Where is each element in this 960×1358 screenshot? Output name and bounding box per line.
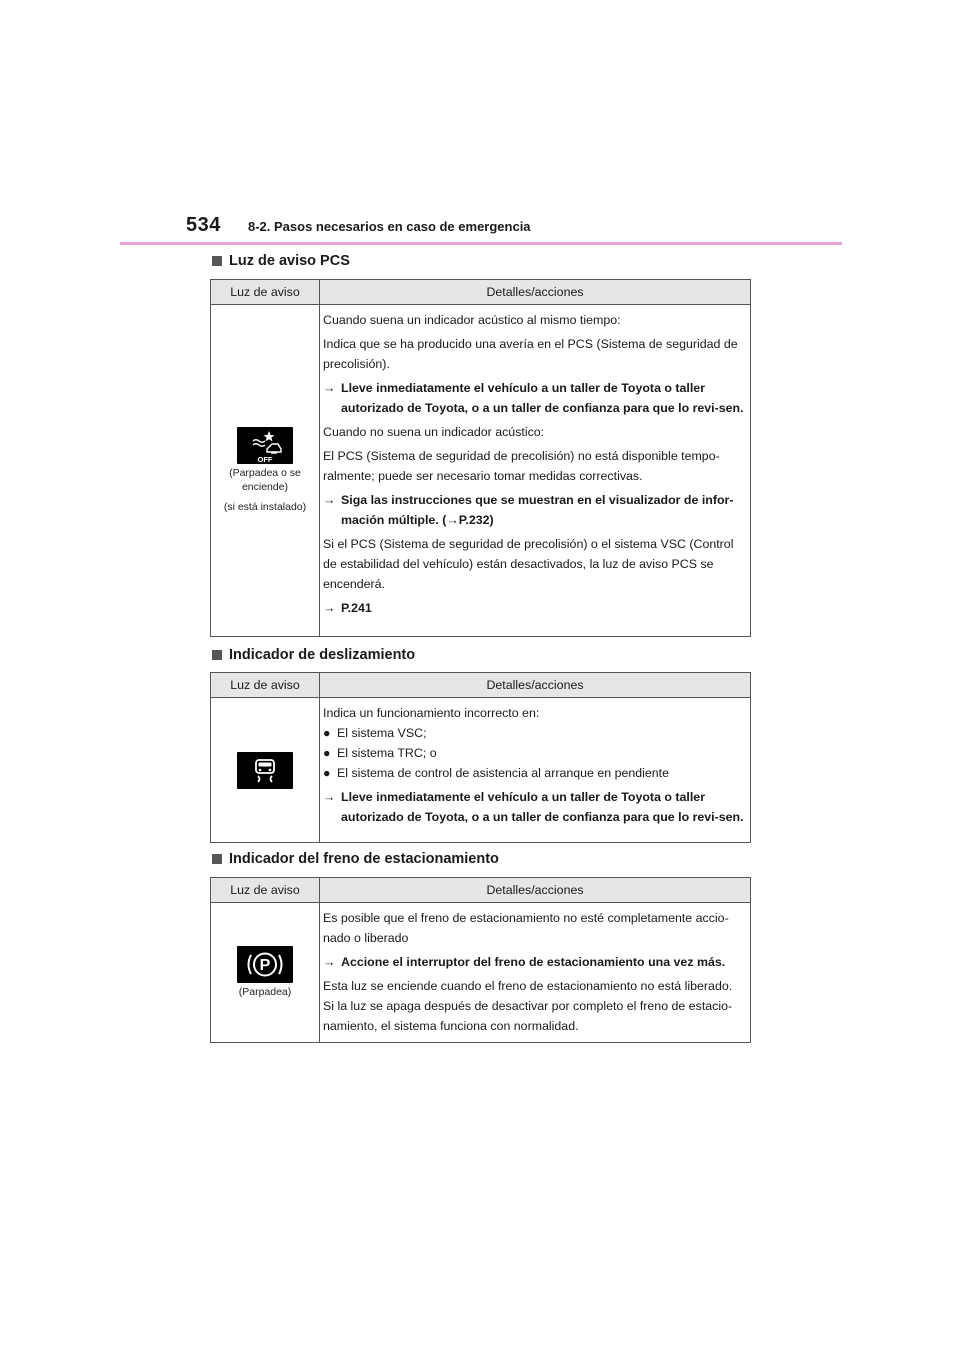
parking-text-2: Esta luz se enciende cuando el freno de estacionamiento no está liberado.: [323, 979, 733, 993]
list-item: [323, 743, 747, 763]
table-header-row: [211, 280, 751, 305]
page-number: 534: [186, 214, 221, 236]
pcs-table: [210, 279, 751, 637]
parking-brake-icon: [237, 946, 293, 983]
pcs-heading-text: Luz de aviso PCS: [229, 253, 350, 269]
col-header-light: Luz de aviso: [211, 673, 320, 698]
pcs-action-2-text: Siga las instrucciones que se muestran en el visualizador de infor-mación múltiple. (→P.232): [341, 493, 734, 527]
slip-heading: [212, 647, 415, 663]
pcs-text-1: Cuando suena un indicador acústico al mismo tiempo:: [323, 313, 621, 327]
parking-text-3: Si la luz se apaga después de desactivar por completo el freno de estacio-namiento, el sistema funciona con normalidad.: [323, 999, 733, 1033]
parking-heading: [212, 851, 499, 867]
slip-text-1: Indica un funcionamiento incorrecto en:: [323, 706, 540, 720]
bullet-icon: ●: [323, 746, 331, 760]
slip-table: [210, 672, 751, 843]
parking-action-1: [323, 952, 747, 972]
pcs-warning-icon: [237, 427, 293, 464]
arrow-icon: →: [323, 955, 336, 969]
header-divider: [120, 242, 842, 245]
pcs-caption-installed: (si está instalado): [223, 501, 307, 513]
icon-cell: [211, 698, 320, 843]
parking-action-1-text: Accione el interruptor del freno de estacionamiento una vez más.: [341, 955, 726, 969]
pcs-text-5: Si el PCS (Sistema de seguridad de precolisión) o el sistema VSC (Control de estabilidad del vehículo) están desactivados, la luz de aviso PCS se encenderá.: [323, 537, 734, 591]
icon-cell: [211, 305, 320, 637]
pcs-text-4: El PCS (Sistema de seguridad de precolisión) no está disponible tempo-ralmente; puede ser necesario tomar medidas correctivas.: [323, 449, 720, 483]
table-row: [211, 903, 751, 1043]
pcs-action-3: [323, 598, 747, 618]
section-title: 8-2. Pasos necesarios en caso de emergencia: [248, 219, 531, 234]
slip-action-1-text: Lleve inmediatamente el vehículo a un taller de Toyota o taller autorizado de Toyota, o a un taller de confianza para que lo revi-sen.: [341, 790, 744, 824]
square-bullet-icon: [212, 650, 222, 660]
slip-bullet-1: El sistema VSC;: [337, 726, 427, 740]
table-header-row: [211, 878, 751, 903]
square-bullet-icon: [212, 854, 222, 864]
col-header-light: Luz de aviso: [211, 878, 320, 903]
pcs-action-1: [323, 378, 747, 418]
lamp-off-label: OFF: [257, 455, 273, 464]
pcs-heading: [212, 253, 350, 269]
arrow-icon: →: [323, 601, 336, 615]
pcs-text-3: Cuando no suena un indicador acústico:: [323, 425, 545, 439]
list-item: [323, 763, 747, 783]
slip-indicator-icon: [237, 752, 293, 789]
slip-bullet-3: El sistema de control de asistencia al arranque en pendiente: [337, 766, 670, 780]
pcs-caption-blink: (Parpadea o se enciende): [229, 467, 301, 493]
col-header-light: Luz de aviso: [211, 280, 320, 305]
table-header-row: [211, 673, 751, 698]
parking-letter: P: [259, 957, 271, 974]
details-cell: [320, 698, 751, 843]
details-cell: [320, 305, 751, 637]
pcs-page-reference: P.241: [341, 601, 372, 615]
pcs-action-1-text: Lleve inmediatamente el vehículo a un taller de Toyota o taller autorizado de Toyota, o a un taller de confianza para que lo revi-sen.: [341, 381, 744, 415]
bullet-icon: ●: [323, 766, 331, 780]
details-cell: [320, 903, 751, 1043]
slip-heading-text: Indicador de deslizamiento: [229, 647, 416, 663]
list-item: [323, 723, 747, 743]
arrow-icon: →: [323, 790, 336, 804]
parking-heading-text: Indicador del freno de estacionamiento: [229, 851, 499, 867]
arrow-icon: →: [323, 381, 336, 395]
parking-table: [210, 877, 751, 1043]
table-row: [211, 698, 751, 843]
pcs-action-2: [323, 490, 747, 530]
col-header-details: Detalles/acciones: [320, 280, 751, 305]
table-row: [211, 305, 751, 637]
parking-text-1: Es posible que el freno de estacionamiento no esté completamente accio-nado o liberado: [323, 911, 729, 945]
square-bullet-icon: [212, 256, 222, 266]
slip-action-1: [323, 787, 747, 827]
slip-bullet-2: El sistema TRC; o: [337, 746, 437, 760]
col-header-details: Detalles/acciones: [320, 878, 751, 903]
col-header-details: Detalles/acciones: [320, 673, 751, 698]
arrow-icon: →: [323, 493, 336, 507]
bullet-icon: ●: [323, 726, 331, 740]
pcs-text-2: Indica que se ha producido una avería en el PCS (Sistema de seguridad de precolisión).: [323, 337, 738, 371]
icon-cell: [211, 903, 320, 1043]
parking-caption: (Parpadea): [238, 986, 292, 998]
